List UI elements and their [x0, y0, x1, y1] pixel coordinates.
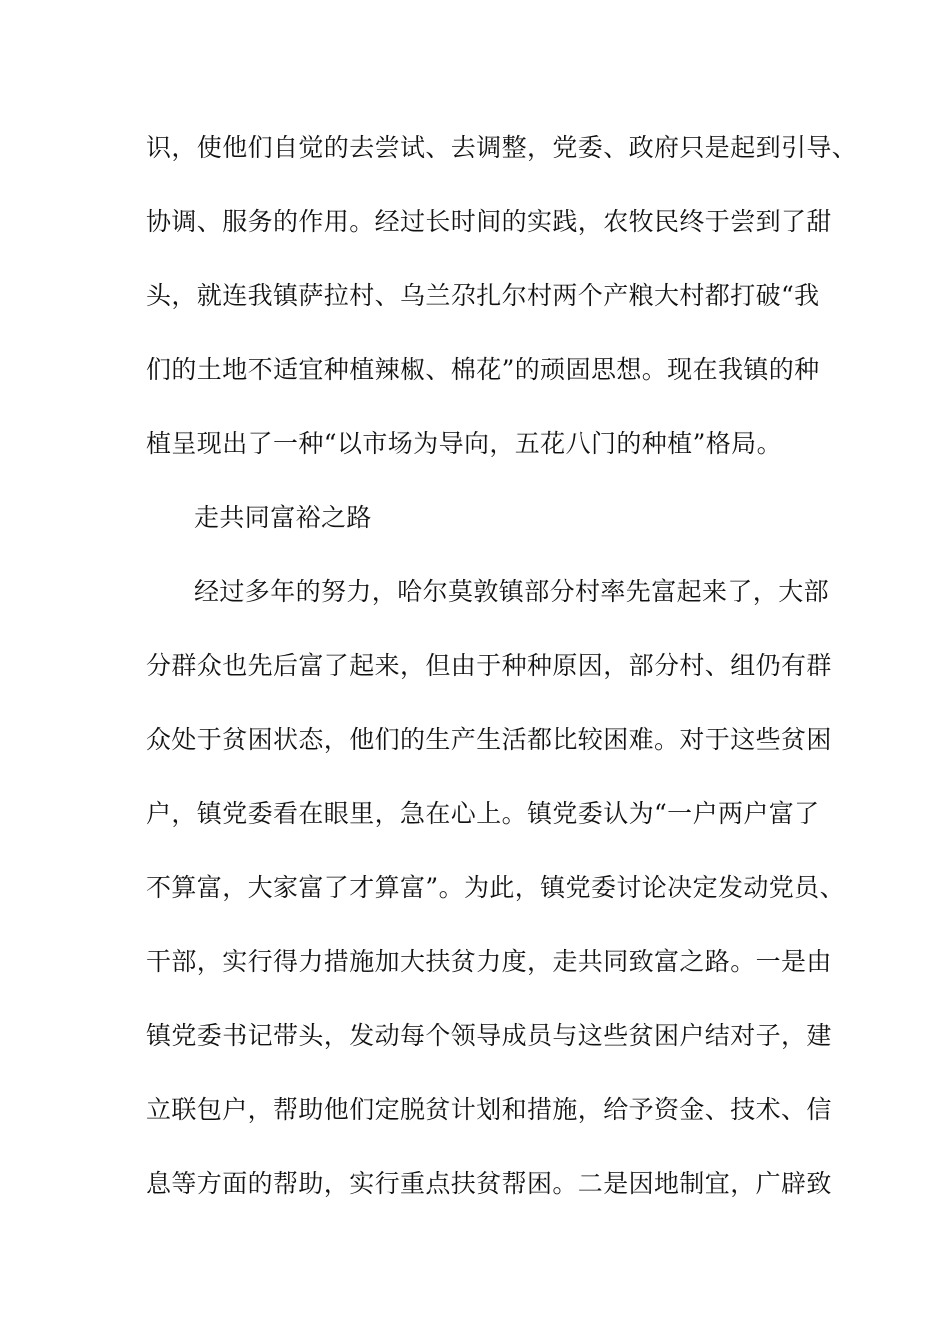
text-line: 识，使他们自觉的去尝试、去调整，党委、政府只是起到引导、	[146, 133, 858, 162]
text-line: 头，就连我镇萨拉村、乌兰尕扎尔村两个产粮大村都打破“我	[146, 281, 820, 310]
text-line: 众处于贫困状态，他们的生产生活都比较困难。对于这些贫困	[146, 725, 832, 754]
text-line: 经过多年的努力，哈尔莫敦镇部分村率先富起来了，大部	[194, 577, 830, 606]
text-line: 们的土地不适宜种植辣椒、棉花”的顽固思想。现在我镇的种	[146, 355, 820, 384]
text-line: 镇党委书记带头，发动每个领导成员与这些贫困户结对子，建	[146, 1021, 832, 1050]
text-line: 协调、服务的作用。经过长时间的实践，农牧民终于尝到了甜	[146, 207, 832, 236]
text-line: 立联包户，帮助他们定脱贫计划和措施，给予资金、技术、信	[146, 1095, 832, 1124]
section-heading: 走共同富裕之路	[194, 503, 372, 532]
text-line: 息等方面的帮助，实行重点扶贫帮困。二是因地制宜，广辟致	[146, 1169, 832, 1198]
text-line: 不算富，大家富了才算富”。为此，镇党委讨论决定发动党员、	[146, 873, 845, 902]
text-line: 分群众也先后富了起来，但由于种种原因，部分村、组仍有群	[146, 651, 832, 680]
text-line: 植呈现出了一种“以市场为导向，五花八门的种植”格局。	[146, 429, 782, 458]
text-line: 干部，实行得力措施加大扶贫力度，走共同致富之路。一是由	[146, 947, 832, 976]
text-line: 户，镇党委看在眼里，急在心上。镇党委认为“一户两户富了	[146, 799, 820, 828]
